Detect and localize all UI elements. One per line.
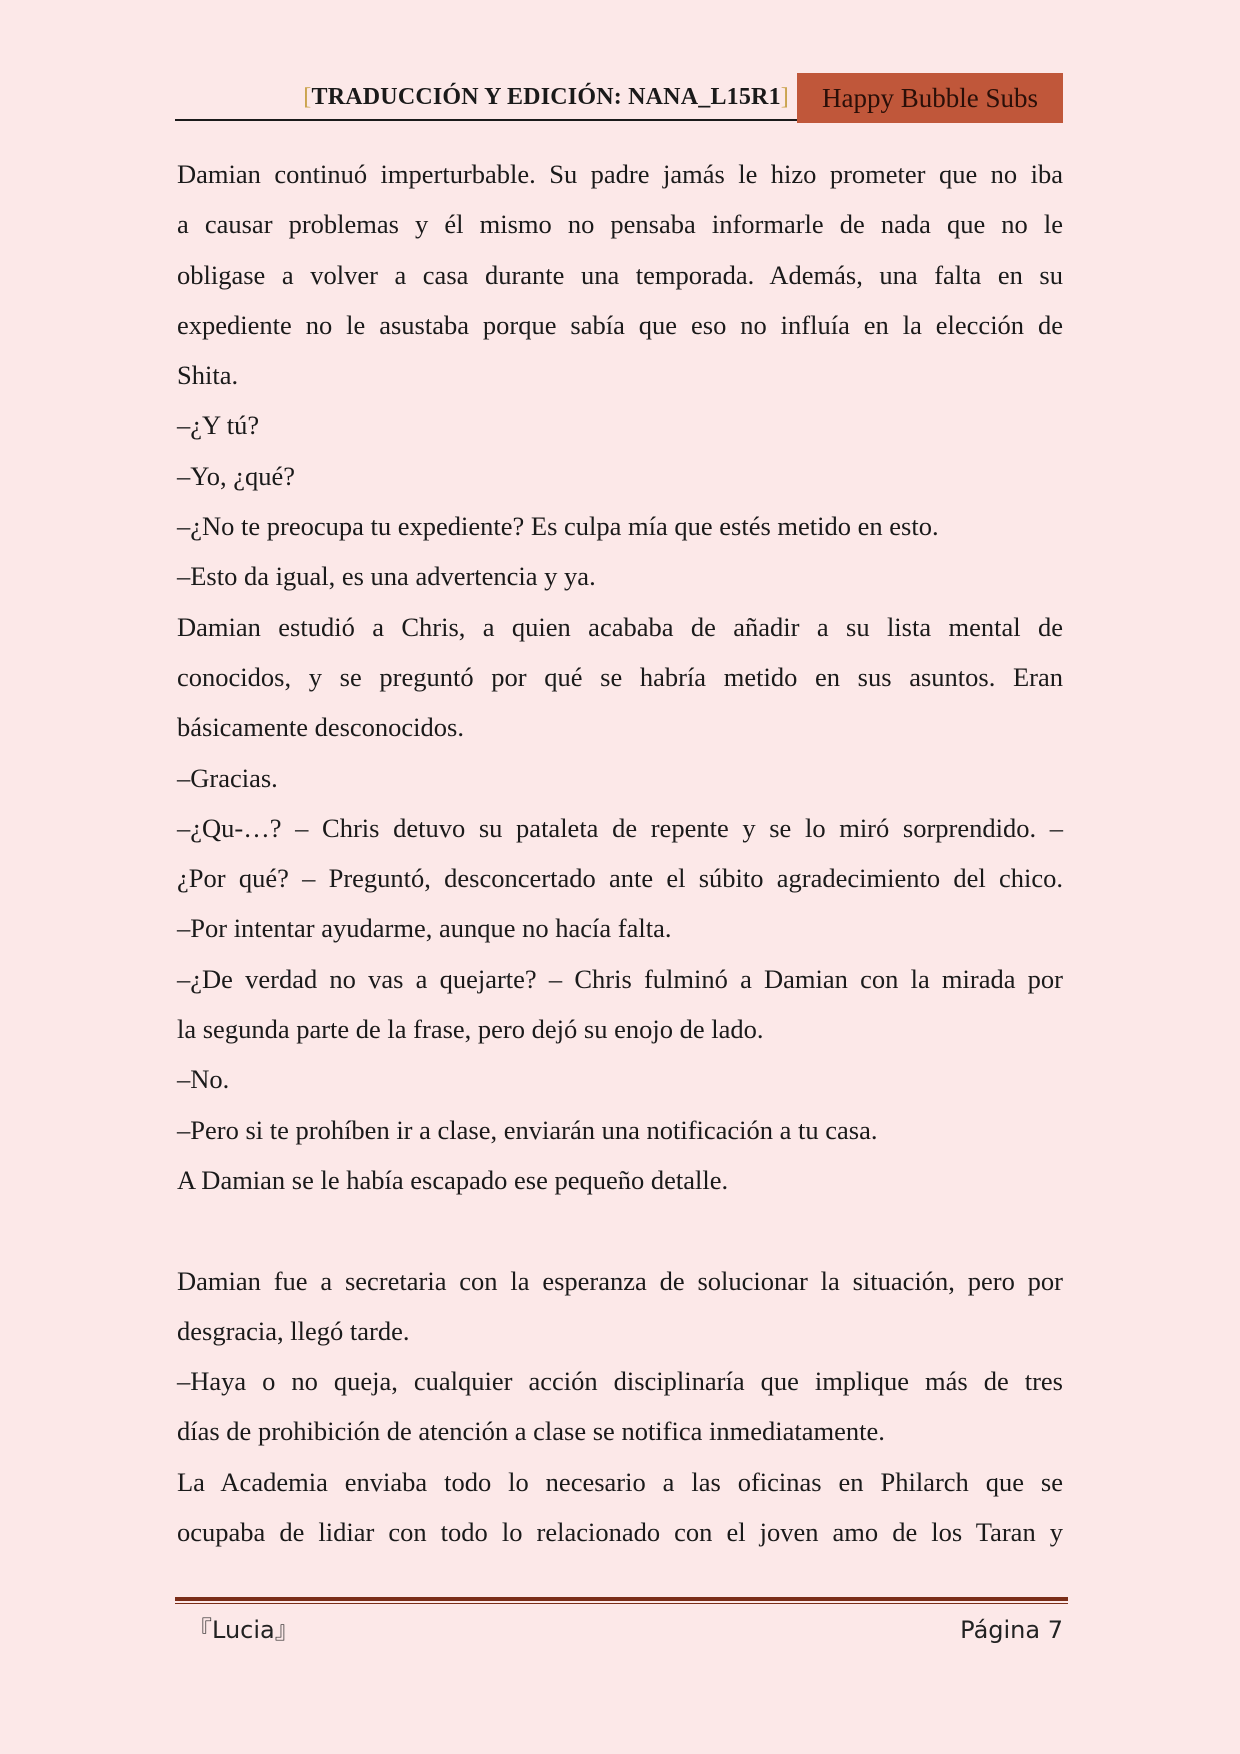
credit-text: TRADUCCIÓN Y EDICIÓN: NANA_L15R1 <box>311 84 781 110</box>
text-line: –Pero si te prohíben ir a clase, enviarán una notificación a tu casa. <box>177 1114 878 1145</box>
text-line: a causar problemas y él mismo no pensaba informarle de nada que no le <box>177 209 1063 240</box>
credit-bracket-close: ] <box>780 84 789 110</box>
text-line: desgracia, llegó tarde. <box>177 1315 410 1346</box>
footer-rule-thin <box>175 1603 1068 1604</box>
text-line: expediente no le asustaba porque sabía que eso no influía en la elección de <box>177 309 1063 340</box>
text-line: días de prohibición de atención a clase se notifica inmediatamente. <box>177 1416 885 1447</box>
body-text <box>177 149 1063 1557</box>
text-line: básicamente desconocidos. <box>177 712 464 743</box>
text-line: –Esto da igual, es una advertencia y ya. <box>177 561 596 592</box>
text-line: –Gracias. <box>177 762 278 793</box>
text-line: La Academia enviaba todo lo necesario a las oficinas en Philarch que se <box>177 1466 1063 1497</box>
translation-credit <box>303 84 789 111</box>
text-line: conocidos, y se preguntó por qué se habría metido en sus asuntos. Eran <box>177 661 1063 692</box>
text-line: Damian estudió a Chris, a quien acababa de añadir a su lista mental de <box>177 611 1063 642</box>
text-line: la segunda parte de la frase, pero dejó su enojo de lado. <box>177 1014 764 1045</box>
footer-rule <box>175 1597 1068 1601</box>
text-line: obligase a volver a casa durante una temporada. Además, una falta en su <box>177 259 1063 290</box>
paragraph-break <box>177 1205 1063 1255</box>
text-line: –Haya o no queja, cualquier acción disciplinaría que implique más de tres <box>177 1366 1063 1397</box>
text-line: Damian continuó imperturbable. Su padre jamás le hizo prometer que no iba <box>177 159 1063 189</box>
text-line: –No. <box>177 1064 230 1095</box>
text-line: –¿Qu-…? – Chris detuvo su pataleta de repente y se lo miró sorprendido. – <box>177 812 1063 843</box>
group-name-badge: Happy Bubble Subs <box>797 73 1063 123</box>
text-line: –Yo, ¿qué? <box>177 460 296 491</box>
text-line: Damian fue a secretaria con la esperanza de solucionar la situación, pero por <box>177 1265 1063 1296</box>
credit-bracket-open: [ <box>303 84 312 110</box>
text-line: Shita. <box>177 360 239 391</box>
footer-book-title: 『Lucia』 <box>188 1616 299 1644</box>
text-line: A Damian se le había escapado ese pequeño detalle. <box>177 1164 729 1195</box>
footer-page-number: Página 7 <box>960 1616 1063 1644</box>
header-credit-block <box>175 73 797 121</box>
page-header <box>175 73 1063 123</box>
text-line: –¿No te preocupa tu expediente? Es culpa mía que estés metido en esto. <box>177 511 939 542</box>
text-line: ocupaba de lidiar con todo lo relacionado con el joven amo de los Taran y <box>177 1517 1063 1548</box>
text-line: –¿De verdad no vas a quejarte? – Chris fulminó a Damian con la mirada por <box>177 963 1063 994</box>
text-line: –Por intentar ayudarme, aunque no hacía falta. <box>177 913 672 944</box>
text-line: –¿Y tú? <box>177 410 260 441</box>
text-line: ¿Por qué? – Preguntó, desconcertado ante el súbito agradecimiento del chico. <box>177 863 1063 894</box>
